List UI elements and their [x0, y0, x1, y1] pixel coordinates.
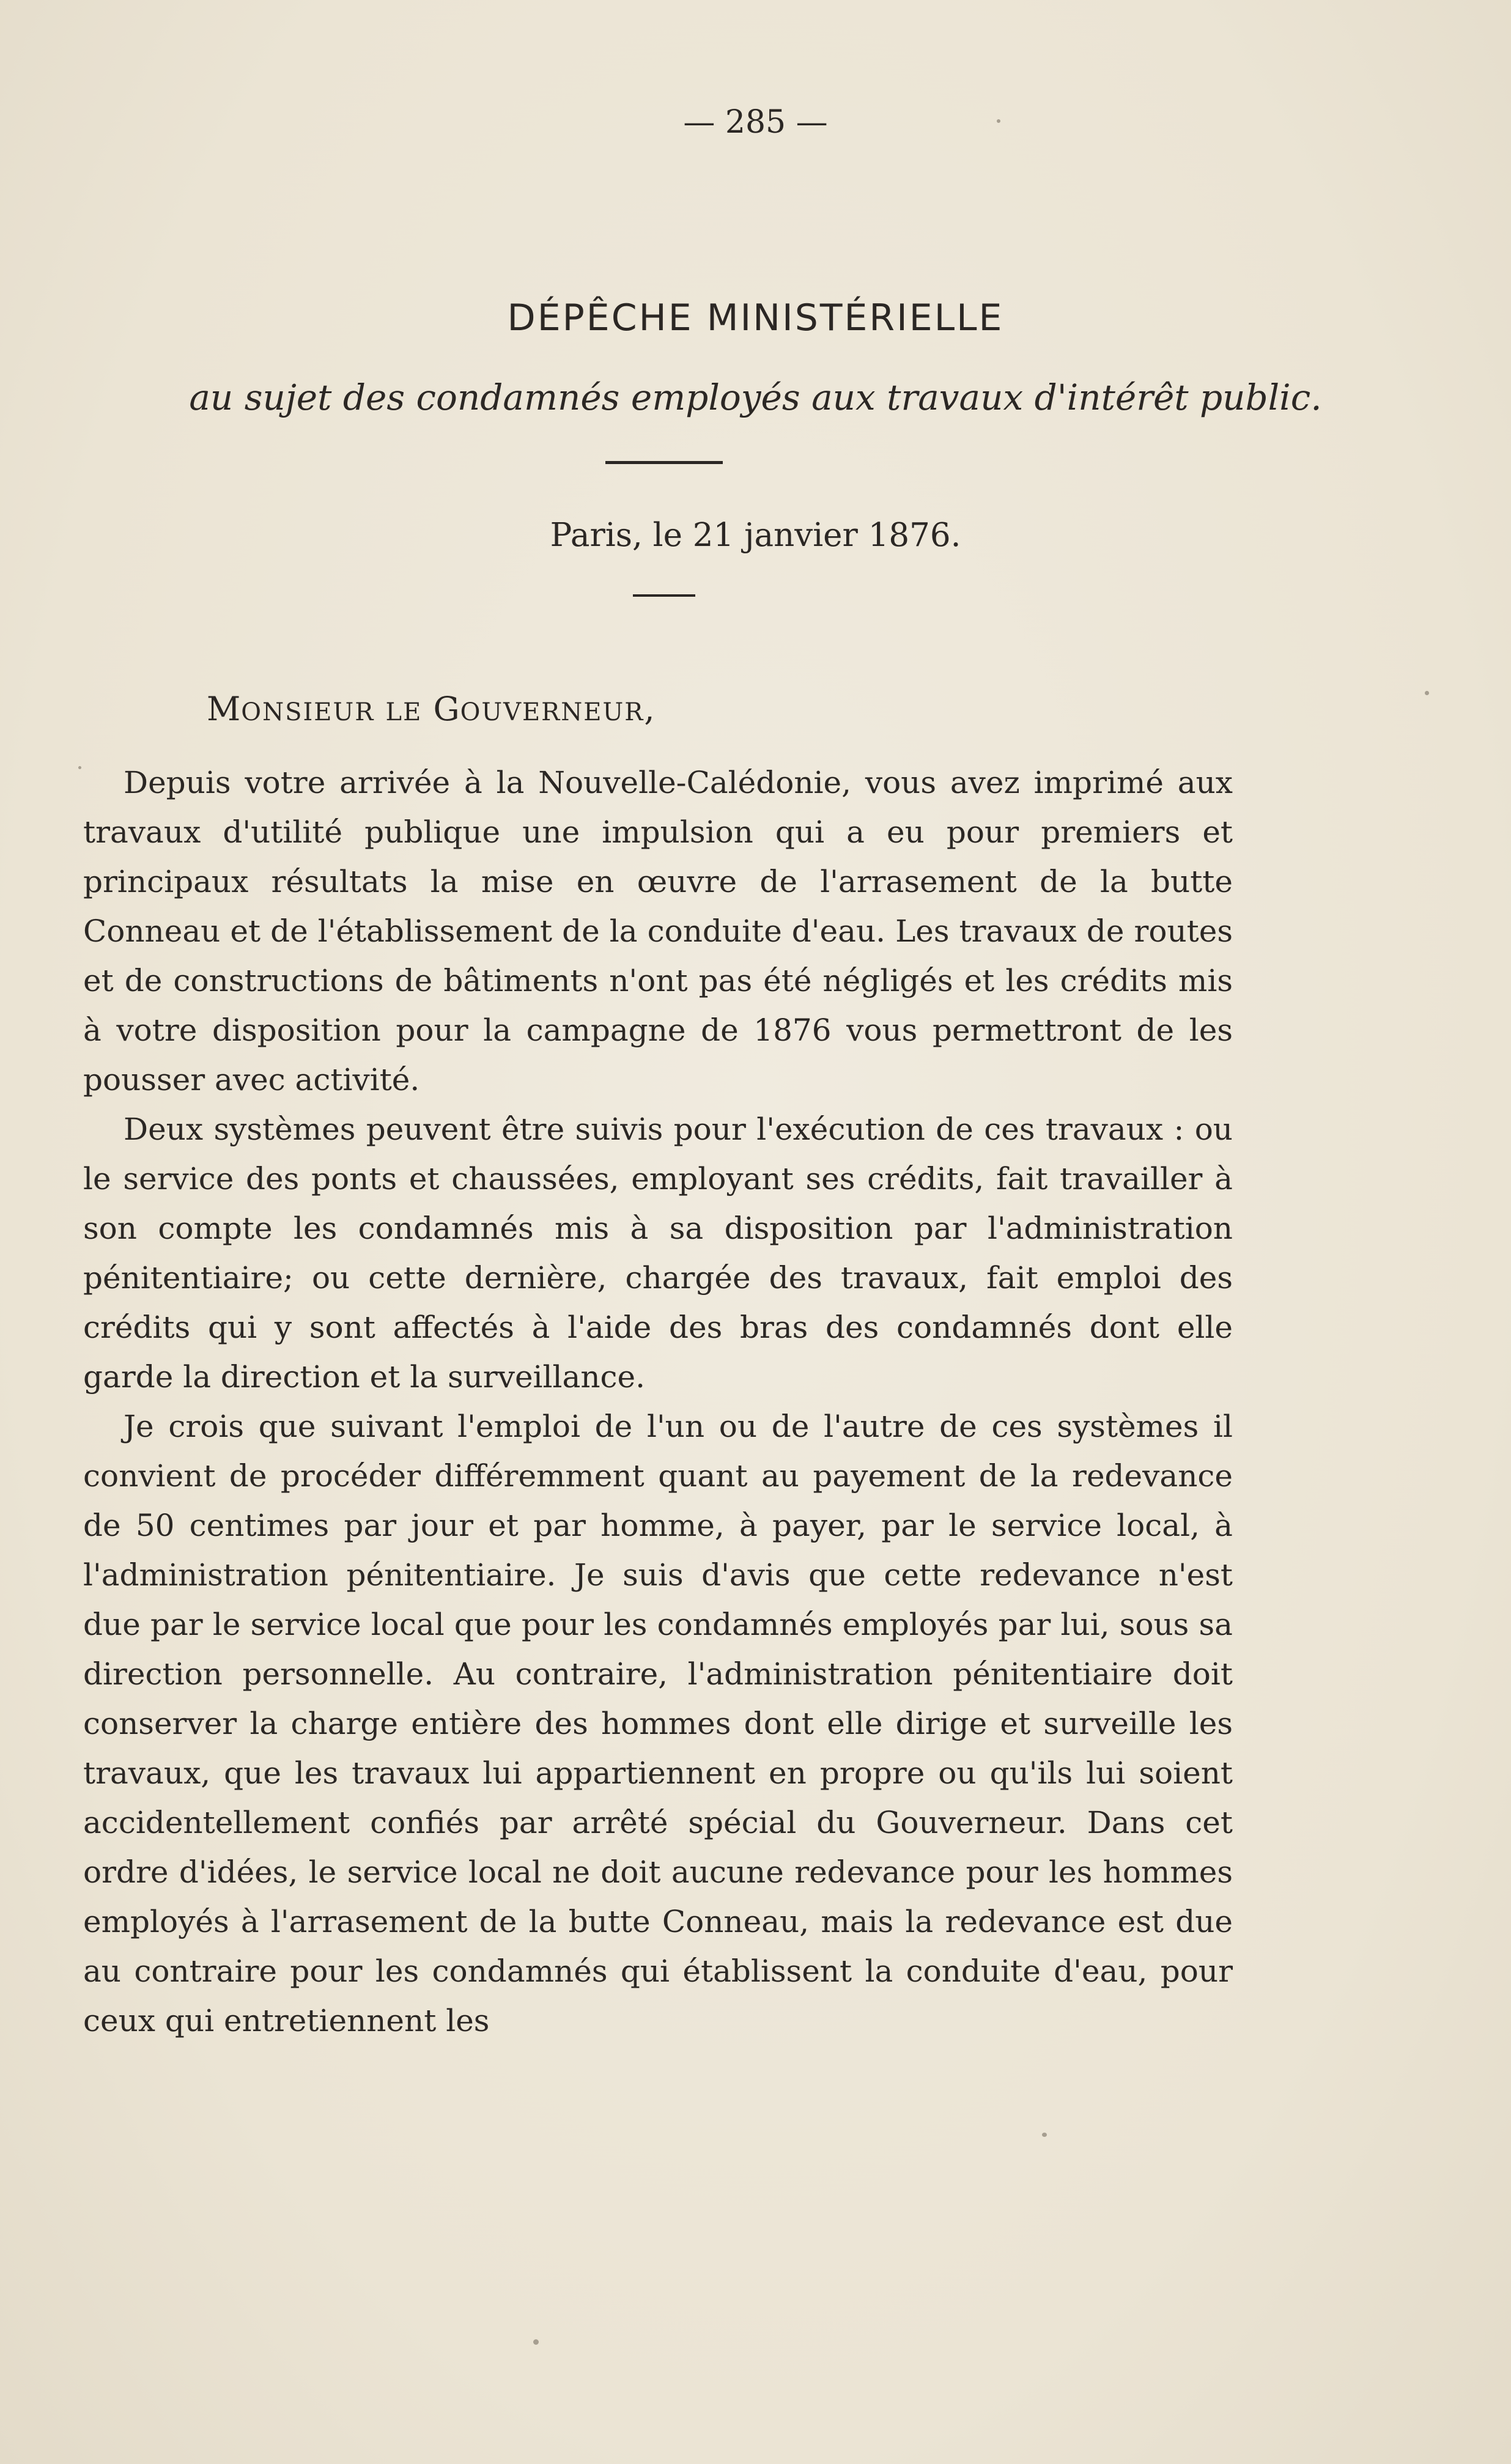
salutation-initial-2: G [433, 690, 460, 728]
salutation-initial-1: M [207, 690, 242, 728]
salutation [207, 685, 655, 737]
salutation-word-2: LE [385, 698, 423, 726]
paper-speck [997, 119, 1000, 123]
dateline: Paris, le 21 janvier 1876. [550, 517, 961, 554]
dateline-divider [633, 594, 695, 597]
salutation-word-1: ONSIEUR [241, 698, 375, 726]
document-title: DÉPÊCHE MINISTÉRIELLE [507, 297, 1004, 339]
paper-speck [1425, 691, 1429, 695]
page-number: — 285 — [683, 104, 828, 141]
paragraph: Je crois que suivant l'emploi de l'un ou de l'autre de ces systèmes il convient de procéder différemment quant au payement de la redevance de 50 centimes par jour et par homme, à payer, par le service local, à l'administration pénitentiaire. Je suis d'avis que cette redevance n'est due par le service local que pour les condamnés employés par lui, sous sa direction personnelle. Au contraire, l'administration pénitentiaire doit conserver la charge entière des hommes dont elle dirige et surveille les travaux, que les travaux lui appartiennent en propre ou qu'ils lui soient accidentellement confiés par arrêté spécial du Gouverneur. Dans cet ordre d'idées, le service local ne doit aucune redevance pour les hommes employés à l'arrasement de la butte Conneau, mais la redevance est due au contraire pour les condamnés qui établissent la conduite d'eau, pour ceux qui entretiennent les [83, 1409, 1233, 2038]
salutation-punct: , [644, 690, 656, 728]
letter-body [83, 758, 1233, 2046]
salutation-word-3: OUVERNEUR [460, 698, 645, 726]
paper-speck [1042, 2133, 1047, 2137]
title-divider [605, 461, 723, 464]
paragraph: Deux systèmes peuvent être suivis pour l'exécution de ces travaux : ou le service des ponts et chaussées, employant ses crédits, fait travailler à son compte les condamnés mis à sa disposition par l'administration pénitentiaire; ou cette dernière, chargée des travaux, fait emploi des crédits qui y sont affectés à l'aide des bras des condamnés dont elle garde la direction et la surveillance. [83, 1112, 1233, 1395]
paragraph: Depuis votre arrivée à la Nouvelle-Calédonie, vous avez imprimé aux travaux d'utilité publique une impulsion qui a eu pour premiers et principaux résultats la mise en œuvre de l'arrasement de la butte Conneau et de l'établissement de la conduite d'eau. Les travaux de routes et de constructions de bâtiments n'ont pas été négligés et les crédits mis à votre disposition pour la campagne de 1876 vous permettront de les pousser avec activité. [83, 765, 1233, 1097]
paper-speck [533, 2339, 539, 2345]
document-subtitle: au sujet des condamnés employés aux travaux d'intérêt public. [189, 377, 1322, 418]
paper-speck [78, 766, 81, 769]
